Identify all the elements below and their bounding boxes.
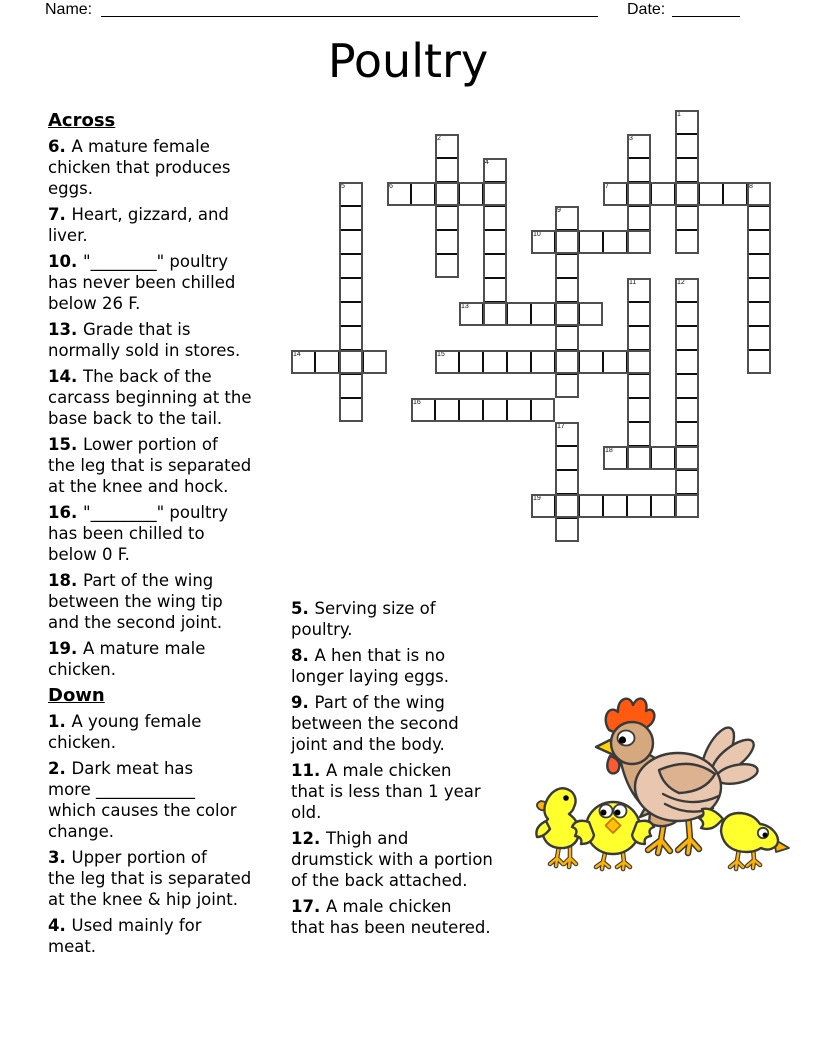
clue-number: 5. bbox=[291, 599, 315, 618]
grid-cell[interactable] bbox=[627, 302, 651, 326]
clue-17: 17. A male chicken that has been neutered. bbox=[291, 897, 491, 937]
across-heading: Across bbox=[48, 110, 116, 131]
grid-cell[interactable] bbox=[627, 446, 651, 470]
clue-number: 13. bbox=[48, 320, 83, 339]
grid-cell[interactable] bbox=[411, 182, 435, 206]
grid-cell[interactable] bbox=[699, 182, 723, 206]
grid-cell[interactable] bbox=[339, 374, 363, 398]
hen-and-chicks-illustration bbox=[533, 690, 808, 875]
grid-cell[interactable] bbox=[747, 350, 771, 374]
clue-number: 10. bbox=[48, 252, 83, 271]
grid-cell[interactable] bbox=[675, 470, 699, 494]
grid-cell[interactable] bbox=[339, 206, 363, 230]
grid-cell[interactable] bbox=[675, 230, 699, 254]
grid-cell-number: 1 bbox=[677, 111, 681, 118]
grid-cell[interactable] bbox=[555, 518, 579, 542]
clue-number: 11. bbox=[291, 761, 326, 780]
date-input-line[interactable] bbox=[672, 16, 740, 17]
chick-right-wing bbox=[699, 809, 723, 829]
clue-10: 10. "________" poultry has never been chilled below 26 F. bbox=[48, 252, 236, 313]
clue-18: 18. Part of the wing between the wing tip and the second joint. bbox=[48, 571, 223, 632]
down-clues-left-list bbox=[48, 711, 300, 957]
grid-cell-number: 11 bbox=[629, 279, 637, 286]
grid-cell[interactable] bbox=[627, 206, 651, 230]
grid-cell[interactable] bbox=[483, 206, 507, 230]
grid-cell[interactable] bbox=[459, 350, 483, 374]
chick-left-body bbox=[543, 788, 579, 848]
grid-cell[interactable] bbox=[483, 398, 507, 422]
grid-cell[interactable] bbox=[339, 326, 363, 350]
crossword-grid bbox=[291, 110, 772, 543]
grid-cell[interactable] bbox=[555, 374, 579, 398]
grid-cell-number: 2 bbox=[437, 135, 441, 142]
grid-cell[interactable] bbox=[339, 230, 363, 254]
grid-cell[interactable] bbox=[747, 206, 771, 230]
grid-cell[interactable] bbox=[507, 398, 531, 422]
grid-cell[interactable] bbox=[435, 350, 459, 374]
grid-cell[interactable] bbox=[483, 254, 507, 278]
grid-cell[interactable] bbox=[411, 398, 435, 422]
clue-12: 12. Thigh and drumstick with a portion of the back attached. bbox=[291, 829, 493, 890]
grid-cell-number: 15 bbox=[437, 351, 445, 358]
grid-cell[interactable] bbox=[363, 350, 387, 374]
grid-cell[interactable] bbox=[579, 230, 603, 254]
clue-number: 4. bbox=[48, 916, 72, 935]
clue-11: 11. A male chicken that is less than 1 year old. bbox=[291, 761, 481, 822]
grid-cell[interactable] bbox=[603, 494, 627, 518]
grid-cell-number: 6 bbox=[389, 183, 393, 190]
name-input-line[interactable] bbox=[101, 16, 598, 17]
clue-number: 14. bbox=[48, 367, 83, 386]
grid-cell[interactable] bbox=[627, 230, 651, 254]
name-label: Name: bbox=[45, 1, 93, 18]
clue-16: 16. "________" poultry has been chilled to below 0 F. bbox=[48, 503, 229, 564]
clue-number: 19. bbox=[48, 639, 83, 658]
chick-left-eye bbox=[563, 795, 569, 801]
grid-cell[interactable] bbox=[675, 494, 699, 518]
grid-cell[interactable] bbox=[747, 230, 771, 254]
grid-cell[interactable] bbox=[555, 494, 579, 518]
grid-cell[interactable] bbox=[675, 134, 699, 158]
clue-15: 15. Lower portion of the leg that is separated at the knee and hock. bbox=[48, 435, 252, 496]
grid-cell-number: 4 bbox=[485, 159, 489, 166]
grid-cell-number: 16 bbox=[413, 399, 421, 406]
grid-cell[interactable] bbox=[675, 350, 699, 374]
clue-9: 9. Part of the wing between the second joint and the body. bbox=[291, 693, 459, 754]
clue-7: 7. Heart, gizzard, and liver. bbox=[48, 205, 229, 245]
grid-cell[interactable] bbox=[339, 350, 363, 374]
grid-cell[interactable] bbox=[723, 182, 747, 206]
clue-5: 5. Serving size of poultry. bbox=[291, 599, 436, 639]
grid-cell[interactable] bbox=[483, 158, 507, 182]
grid-cell[interactable] bbox=[675, 398, 699, 422]
clue-number: 17. bbox=[291, 897, 326, 916]
grid-cell[interactable] bbox=[627, 374, 651, 398]
grid-cell-number: 14 bbox=[293, 351, 301, 358]
down-heading: Down bbox=[48, 685, 105, 706]
grid-cell[interactable] bbox=[675, 182, 699, 206]
grid-cell[interactable] bbox=[555, 206, 579, 230]
chick-right bbox=[699, 809, 789, 869]
clues-left-column bbox=[48, 110, 300, 962]
grid-cell-number: 3 bbox=[629, 135, 633, 142]
grid-cell[interactable] bbox=[555, 278, 579, 302]
grid-cell[interactable] bbox=[387, 182, 411, 206]
grid-cell[interactable] bbox=[339, 302, 363, 326]
grid-cell-number: 9 bbox=[557, 207, 561, 214]
grid-cell[interactable] bbox=[555, 302, 579, 326]
grid-cell[interactable] bbox=[483, 230, 507, 254]
grid-cell[interactable] bbox=[675, 302, 699, 326]
clue-19: 19. A mature male chicken. bbox=[48, 639, 206, 679]
grid-cell[interactable] bbox=[627, 326, 651, 350]
grid-cell-number: 17 bbox=[557, 423, 565, 430]
grid-cell[interactable] bbox=[531, 494, 555, 518]
grid-cell[interactable] bbox=[507, 302, 531, 326]
grid-cell[interactable] bbox=[627, 422, 651, 446]
grid-cell[interactable] bbox=[675, 278, 699, 302]
clue-13: 13. Grade that is normally sold in stores. bbox=[48, 320, 241, 360]
grid-cell[interactable] bbox=[603, 230, 627, 254]
grid-cell[interactable] bbox=[747, 326, 771, 350]
grid-cell[interactable] bbox=[747, 254, 771, 278]
grid-cell[interactable] bbox=[651, 182, 675, 206]
grid-cell[interactable] bbox=[603, 182, 627, 206]
grid-cell[interactable] bbox=[627, 182, 651, 206]
grid-cell[interactable] bbox=[579, 302, 603, 326]
grid-cell[interactable] bbox=[555, 326, 579, 350]
clue-number: 12. bbox=[291, 829, 326, 848]
across-clues-list bbox=[48, 136, 300, 680]
grid-cell[interactable] bbox=[555, 230, 579, 254]
grid-cell[interactable] bbox=[459, 398, 483, 422]
grid-cell[interactable] bbox=[459, 302, 483, 326]
grid-cell[interactable] bbox=[531, 302, 555, 326]
grid-cell[interactable] bbox=[435, 254, 459, 278]
grid-cell[interactable] bbox=[747, 278, 771, 302]
grid-cell[interactable] bbox=[627, 134, 651, 158]
grid-cell[interactable] bbox=[579, 494, 603, 518]
grid-cell[interactable] bbox=[339, 278, 363, 302]
date-label: Date: bbox=[627, 1, 666, 18]
grid-cell[interactable] bbox=[555, 350, 579, 374]
grid-cell[interactable] bbox=[747, 182, 771, 206]
clue-3: 3. Upper portion of the leg that is separated at the knee & hip joint. bbox=[48, 848, 252, 909]
grid-cell[interactable] bbox=[555, 446, 579, 470]
grid-cell-number: 19 bbox=[533, 495, 541, 502]
clue-number: 1. bbox=[48, 712, 72, 731]
clue-2: 2. Dark meat has more ____________ which causes the color change. bbox=[48, 759, 237, 841]
clue-14: 14. The back of the carcass beginning at the base back to the tail. bbox=[48, 367, 252, 428]
grid-cell[interactable] bbox=[675, 326, 699, 350]
grid-cell[interactable] bbox=[675, 158, 699, 182]
clue-number: 6. bbox=[48, 137, 72, 156]
grid-cell[interactable] bbox=[555, 422, 579, 446]
grid-cell[interactable] bbox=[627, 350, 651, 374]
page-title: Poultry bbox=[327, 34, 489, 88]
grid-cell[interactable] bbox=[531, 398, 555, 422]
clue-number: 18. bbox=[48, 571, 83, 590]
grid-cell[interactable] bbox=[675, 206, 699, 230]
grid-cell[interactable] bbox=[675, 110, 699, 134]
clue-number: 15. bbox=[48, 435, 83, 454]
chick-right-body bbox=[721, 813, 778, 852]
chick-middle-wing-right bbox=[632, 821, 654, 844]
grid-cell[interactable] bbox=[651, 446, 675, 470]
grid-cell[interactable] bbox=[483, 182, 507, 206]
grid-cell[interactable] bbox=[315, 350, 339, 374]
clue-1: 1. A young female chicken. bbox=[48, 712, 202, 752]
grid-cell[interactable] bbox=[675, 422, 699, 446]
grid-cell[interactable] bbox=[603, 446, 627, 470]
grid-cell-number: 12 bbox=[677, 279, 685, 286]
grid-cell-number: 8 bbox=[749, 183, 753, 190]
clue-number: 7. bbox=[48, 205, 72, 224]
grid-cell[interactable] bbox=[339, 398, 363, 422]
grid-cell[interactable] bbox=[339, 254, 363, 278]
grid-cell[interactable] bbox=[483, 278, 507, 302]
grid-cell[interactable] bbox=[603, 350, 627, 374]
grid-cell[interactable] bbox=[651, 494, 675, 518]
grid-cell[interactable] bbox=[531, 230, 555, 254]
clue-number: 3. bbox=[48, 848, 72, 867]
grid-cell-number: 18 bbox=[605, 447, 613, 454]
grid-cell[interactable] bbox=[675, 374, 699, 398]
grid-cell[interactable] bbox=[435, 158, 459, 182]
grid-cell[interactable] bbox=[435, 182, 459, 206]
grid-cell[interactable] bbox=[507, 350, 531, 374]
down-clues-middle-list bbox=[291, 598, 543, 938]
grid-cell[interactable] bbox=[435, 134, 459, 158]
grid-cell-number: 13 bbox=[461, 303, 469, 310]
grid-cell[interactable] bbox=[555, 254, 579, 278]
hen-eye-pupil bbox=[619, 736, 626, 743]
grid-cell[interactable] bbox=[531, 350, 555, 374]
grid-cell[interactable] bbox=[435, 230, 459, 254]
grid-cell[interactable] bbox=[627, 278, 651, 302]
grid-cell[interactable] bbox=[627, 398, 651, 422]
clue-8: 8. A hen that is no longer laying eggs. bbox=[291, 646, 449, 686]
grid-cell[interactable] bbox=[747, 302, 771, 326]
clue-number: 16. bbox=[48, 503, 83, 522]
clue-6: 6. A mature female chicken that produces eggs. bbox=[48, 137, 231, 198]
grid-cell[interactable] bbox=[435, 206, 459, 230]
grid-cell[interactable] bbox=[483, 302, 507, 326]
grid-cell[interactable] bbox=[627, 494, 651, 518]
grid-cell-number: 7 bbox=[605, 183, 609, 190]
clue-number: 2. bbox=[48, 759, 72, 778]
grid-cell[interactable] bbox=[627, 158, 651, 182]
grid-cell-number: 10 bbox=[533, 231, 541, 238]
clues-middle-column bbox=[291, 598, 543, 943]
clue-4: 4. Used mainly for meat. bbox=[48, 916, 202, 956]
clue-number: 9. bbox=[291, 693, 315, 712]
grid-cell[interactable] bbox=[459, 182, 483, 206]
grid-cell[interactable] bbox=[435, 398, 459, 422]
clue-number: 8. bbox=[291, 646, 315, 665]
grid-cell[interactable] bbox=[555, 470, 579, 494]
grid-cell[interactable] bbox=[579, 350, 603, 374]
grid-cell[interactable] bbox=[339, 182, 363, 206]
grid-cell[interactable] bbox=[483, 350, 507, 374]
grid-cell[interactable] bbox=[675, 446, 699, 470]
grid-cell-number: 5 bbox=[341, 183, 345, 190]
